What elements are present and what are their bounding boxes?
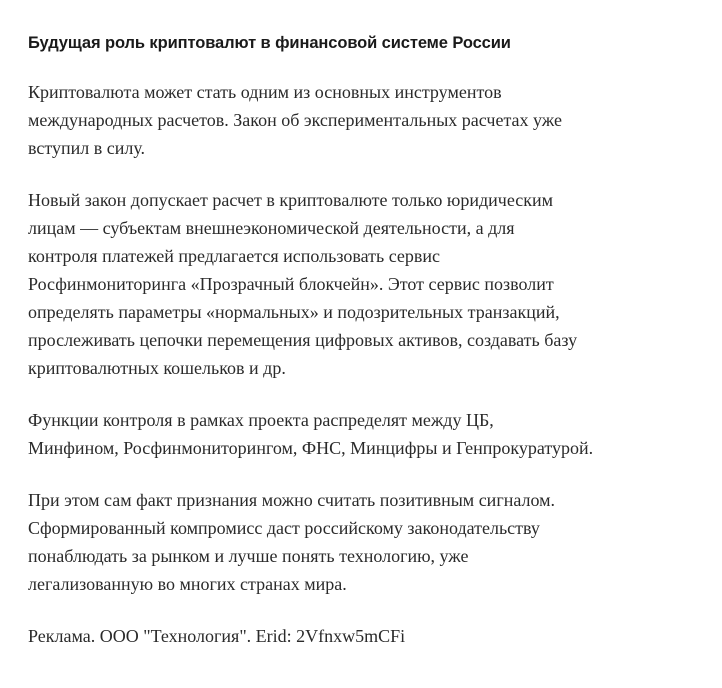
paragraph-line: лицам — субъектам внешнеэкономической деятельности, а для — [28, 218, 515, 238]
paragraph-line: легализованную во многих странах мира. — [28, 574, 347, 594]
paragraph-2 — [28, 186, 700, 382]
paragraph-line: криптовалютных кошельков и др. — [28, 358, 286, 378]
paragraph-line: Криптовалюта может стать одним из основных инструментов — [28, 82, 502, 102]
paragraph-line: определять параметры «нормальных» и подозрительных транзакций, — [28, 302, 560, 322]
paragraph-line: прослеживать цепочки перемещения цифровых активов, создавать базу — [28, 330, 578, 350]
paragraph-line: контроля платежей предлагается использовать сервис — [28, 246, 441, 266]
paragraph-line: понаблюдать за рынком и лучше понять технологию, уже — [28, 546, 469, 566]
paragraph-line: Сформированный компромисс даст российскому законодательству — [28, 518, 540, 538]
paragraph-line: международных расчетов. Закон об экспериментальных расчетах уже — [28, 110, 562, 130]
paragraph-line: вступил в силу. — [28, 138, 146, 158]
ad-disclaimer: Реклама. ООО "Технология". Erid: 2Vfnxw5mCFi — [28, 626, 406, 646]
paragraph-3 — [28, 406, 700, 462]
paragraph-line: Функции контроля в рамках проекта распределят между ЦБ, — [28, 410, 494, 430]
article-title: Будущая роль криптовалют в финансовой системе России — [28, 34, 511, 52]
paragraph-line: Новый закон допускает расчет в криптовалюте только юридическим — [28, 190, 554, 210]
paragraph-line: Минфином, Росфинмониторингом, ФНС, Минцифры и Генпрокуратурой. — [28, 438, 594, 458]
paragraph-1 — [28, 78, 700, 162]
paragraph-4 — [28, 486, 700, 598]
paragraph-line: Росфинмониторинга «Прозрачный блокчейн». Этот сервис позволит — [28, 274, 554, 294]
paragraph-line: При этом сам факт признания можно считать позитивным сигналом. — [28, 490, 556, 510]
article — [28, 30, 700, 650]
